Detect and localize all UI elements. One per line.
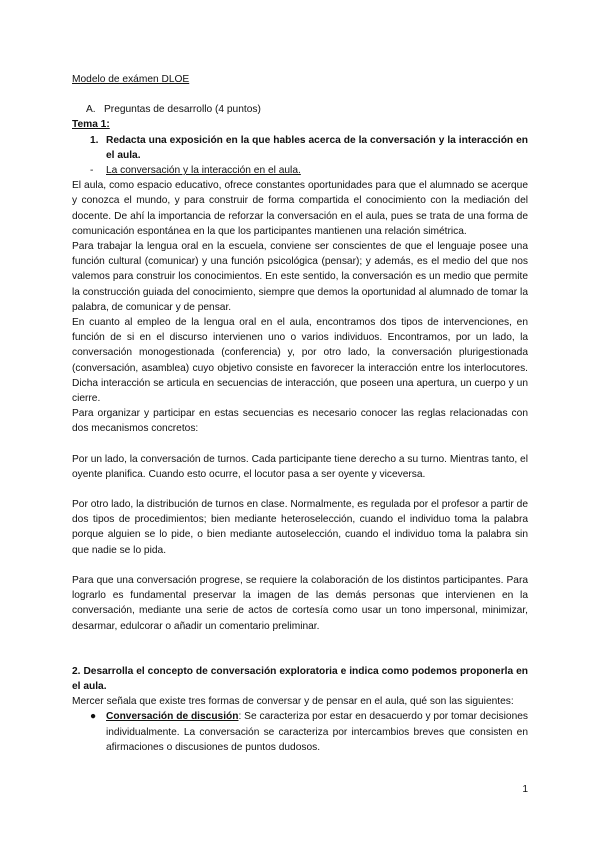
document-page — [72, 72, 528, 755]
tema-heading: Tema 1: — [72, 119, 110, 131]
paragraph-2: Para trabajar la lengua oral en la escuela, conviene ser conscientes de que el lenguaje posee una función cultural (comunicar) y una función psicológica (pensar); y además, es el medio del que nos valemos para construir los conocimientos. En este sentido, la conversación es un medio que permite la construcción guiada del conocimiento, siempre que demos la oportunidad al alumnado de tomar la palabra, de comunicar y de pensar. — [72, 241, 528, 313]
question-2: 2. Desarrolla el concepto de conversación exploratoria e indica como podemos proponerla en el aula. — [72, 665, 528, 692]
subheading — [72, 163, 528, 178]
paragraph-4: Para organizar y participar en estas secuencias es necesario conocer las reglas relacionadas con dos mecanismos concretos: — [72, 408, 528, 435]
question-1-marker: 1. — [90, 134, 99, 146]
spacer — [72, 482, 528, 497]
section-a-text: Preguntas de desarrollo (4 puntos) — [104, 104, 261, 116]
section-a-heading — [72, 102, 528, 117]
paragraph-8: Mercer señala que existe tres formas de conversar y de pensar en el aula, qué son las siguientes: — [72, 696, 514, 708]
paragraph-6: Por otro lado, la distribución de turnos en clase. Normalmente, es regulada por el profesor a partir de dos tipos de procedimientos; bien mediante heteroselección, cuando el individuo toma la palabra porque alguien se lo pide, o bien mediante autoselección, cuando el individuo toma la palabra sin que nadie se lo pida. — [72, 499, 528, 556]
bullet-item-1 — [72, 709, 528, 755]
bullet-item-1-text — [106, 709, 528, 755]
paragraph-1: El aula, como espacio educativo, ofrece constantes oportunidades para que el alumnado se acerque y conozca el mundo, y para construir de forma compartida el conocimiento con la mediación del docente. De ahí la importancia de reforzar la conversación en el aula, pues se trata de una forma de comunicación espontánea en la que los participantes mantienen una relación simétrica. — [72, 180, 528, 237]
page-number: 1 — [522, 784, 528, 795]
bullet-item-1-body: : Se caracteriza por estar en desacuerdo y por tomar decisiones individualmente. La conversación se caracteriza por intercambios breves que consisten en afirmaciones o discusiones de puntos dudosos. — [106, 711, 528, 753]
subheading-text: La conversación y la interacción en el aula. — [106, 165, 301, 177]
paragraph-3: En cuanto al empleo de la lengua oral en el aula, encontramos dos tipos de intervenciones, en función de si en el discurso intervienen uno o varios individuos. Encontramos, por un lado, la conversación monogestionada (conferencia) y, por otro lado, la conversación plurigestionada (conversación, asamblea) cuyo objetivo consiste en favorecer la interacción entre los interlocutores. Dicha interacción se articula en secuencias de interacción, que poseen una apertura, un cuerpo y un cierre. — [72, 317, 528, 405]
subheading-marker: - — [90, 165, 94, 177]
spacer — [72, 558, 528, 573]
question-1-text: Redacta una exposición en la que hables acerca de la conversación y la interacción en el aula. — [106, 134, 528, 161]
spacer — [72, 87, 528, 102]
question-1 — [72, 133, 528, 163]
section-a-marker: A. — [86, 104, 96, 116]
spacer — [72, 634, 528, 664]
paragraph-7: Para que una conversación progrese, se requiere la colaboración de los distintos participantes. Para lograrlo es fundamental preservar la imagen de las demás personas que intervienen en la conversación, mediante una serie de actos de cortesía como usar un tono impersonal, minimizar, desarmar, edulcorar o añadir un comentario preliminar. — [72, 574, 528, 632]
spacer — [72, 437, 528, 452]
bullet-marker: ● — [90, 711, 97, 723]
document-title: Modelo de exámen DLOE — [72, 74, 190, 85]
bullet-item-1-term: Conversación de discusión — [106, 711, 239, 723]
paragraph-5: Por un lado, la conversación de turnos. Cada participante tiene derecho a su turno. Mientras tanto, el oyente planifica. Cuando esto ocurre, el locutor pasa a ser oyente y viceversa. — [72, 453, 528, 480]
